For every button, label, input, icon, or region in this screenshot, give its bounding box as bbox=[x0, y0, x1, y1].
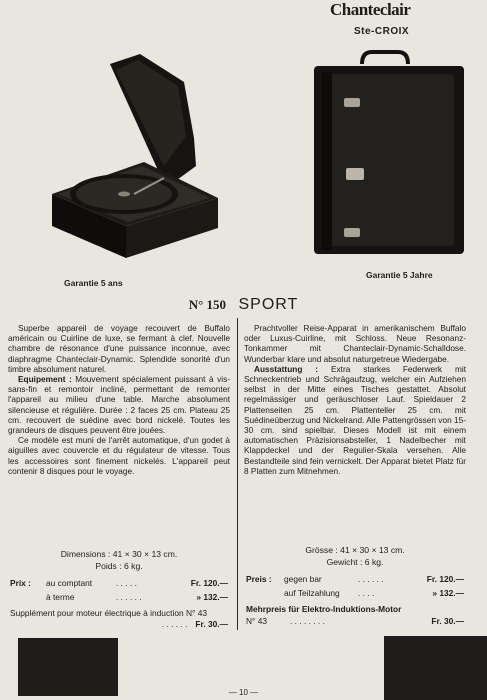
equipment-de: Extra starkes Federwerk mit Schneckentrieb und Schrägaufzug, welcher ein Aufziehen selbst in der Mitte eines Tisches gestattet. Absolut regelmässiger und geräuschloser Lauf. Spieldauer 2 Plattenseiten 25 cm. Plattenteller 25 cm. mit Suédineüberzug und Nickelrand. Alle Pattengrössen von 15-30 cm. sind spielbar. Dieses Modell ist mit einem automatischen Präzisionsabsteller, 1 Nadelbecher mit Klappdeckel und der Regulier-Skala versehen. Alle Bestandteile sind fein vernickelt. Der Apparat bietet Platz für 8 Platten zum Mitnehmen. bbox=[244, 363, 467, 476]
caption-left: Garantie 5 ans bbox=[64, 278, 123, 288]
price-term-fr: » 132.— bbox=[196, 592, 228, 602]
price-term-label-de: auf Teilzahlung bbox=[284, 588, 340, 598]
weight-de: Gewicht : 6 kg. bbox=[326, 557, 384, 567]
product-title bbox=[0, 296, 487, 314]
equipment-fr: Mouvement spécialement puissant à vis-sans-fin et remontoir incliné, permettant de remonter l'appareil au milieu d'une table. Marche absolument silencieuse et régulière. Durée : 2 faces 25 cm. Plateau 25 cm. recouvert de suédine avec bord nickelé. Toutes les grandeurs de disques peuvent être jouées. bbox=[8, 374, 230, 436]
model-name: SPORT bbox=[238, 296, 299, 313]
supplement-de bbox=[246, 603, 464, 627]
supplement-model-de: N° 43 bbox=[246, 616, 268, 626]
gramophone-case-illustration bbox=[300, 50, 480, 265]
gramophone-open-photo bbox=[44, 48, 234, 288]
specs-fr bbox=[8, 548, 230, 572]
specs-de bbox=[244, 544, 466, 568]
price-label-de: Preis : bbox=[246, 574, 272, 584]
gramophone-closed-photo bbox=[300, 50, 480, 280]
price-cash-label-de: gegen bar bbox=[284, 574, 322, 584]
price-term-dots-fr: . . . . . . bbox=[116, 592, 142, 602]
column-divider bbox=[237, 318, 238, 630]
dimensions-fr: Dimensions : 41 × 30 × 13 cm. bbox=[60, 549, 178, 559]
supplement-fr bbox=[10, 608, 228, 630]
prices-fr bbox=[10, 576, 228, 604]
location-label: Ste-CROIX bbox=[354, 26, 410, 37]
equipment-label-de: Ausstattung : bbox=[254, 363, 319, 374]
supplement-dots-de: . . . . . . . . bbox=[290, 616, 325, 626]
price-cash-dots-de: . . . . . . bbox=[358, 574, 384, 584]
supplement-text-fr: Supplément pour moteur électrique à induction N° 43 bbox=[10, 608, 208, 618]
page-number: — 10 — bbox=[228, 688, 259, 697]
price-label-fr: Prix : bbox=[10, 578, 31, 588]
supplement-dots-fr: . . . . . . bbox=[161, 619, 188, 629]
description-de: Prachtvoller Reise-Apparat in amerikanischem Buffalo oder Luxus-Cuirline, mit Schloss. Neue Resonanz-Tonkammer mit Chanteclair-Dynamic-Schalldose. Wunderbar klare und absolut naturgetreue Wiedergabe. bbox=[244, 323, 466, 364]
price-cash-de: Fr. 120.— bbox=[426, 574, 464, 584]
german-column bbox=[244, 323, 466, 476]
price-term-dots-de: . . . . bbox=[358, 588, 375, 598]
price-cash-label-fr: au comptant bbox=[46, 578, 93, 588]
price-term-label-fr: à terme bbox=[46, 592, 75, 602]
weight-fr: Poids : 6 kg. bbox=[95, 561, 143, 571]
french-column bbox=[8, 323, 230, 476]
caption-right: Garantie 5 Jahre bbox=[366, 270, 433, 280]
price-cash-dots-fr: . . . . . bbox=[116, 578, 137, 588]
supplement-price-fr: Fr. 30.— bbox=[195, 619, 228, 629]
features-fr: Ce modèle est muni de l'arrêt automatique, d'un godet à aiguilles avec couvercle et du régulateur de vitesse. Tous les accessoires sont finement nickelés. L'appareil peut contenir 8 disques pour le voyage. bbox=[8, 435, 230, 476]
supplement-price-de: Fr. 30.— bbox=[431, 616, 464, 626]
supplement-text-de: Mehrpreis für Elektro-Induktions-Motor bbox=[246, 604, 402, 614]
price-term-de: » 132.— bbox=[432, 588, 464, 598]
model-number: N° 150 bbox=[188, 297, 227, 312]
brand-logo: Chanteclair bbox=[330, 0, 411, 19]
dimensions-de: Grösse : 41 × 30 × 13 cm. bbox=[305, 545, 405, 555]
equipment-label-fr: Equipement : bbox=[18, 374, 72, 385]
prices-de bbox=[246, 572, 464, 600]
price-cash-fr: Fr. 120.— bbox=[190, 578, 228, 588]
description-fr: Superbe appareil de voyage recouvert de Buffalo américain ou Cuirline de luxe, se fermant à clef. Nouvelle chambre de résonance d'une puissance inconnue, avec diaphragme Chanteclair-Dynamic. Splendide sonorité d'un timbre absolument naturel. bbox=[8, 323, 230, 374]
gramophone-open-illustration bbox=[44, 48, 234, 278]
